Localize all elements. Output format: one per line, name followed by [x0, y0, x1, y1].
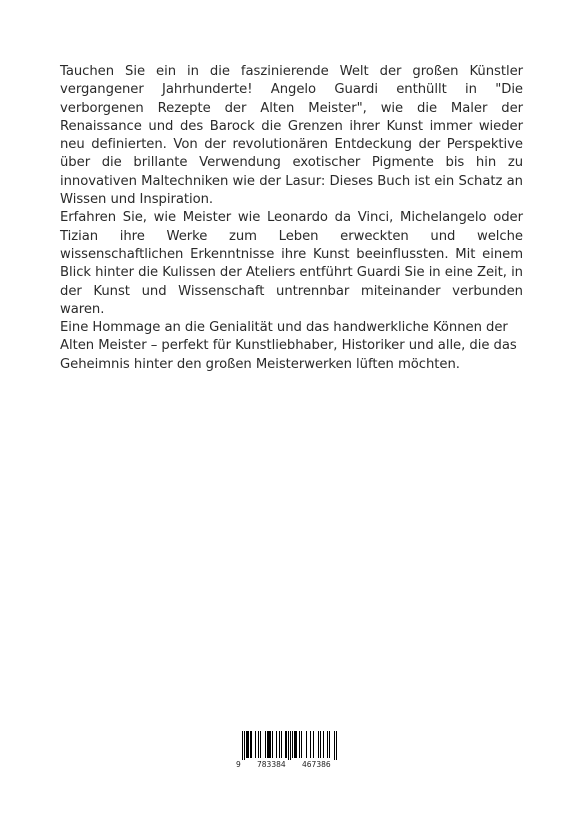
barcode-bar — [336, 731, 337, 760]
barcode-bar — [323, 731, 324, 758]
barcode-bar — [248, 731, 249, 758]
barcode-bar — [295, 731, 296, 758]
barcode-bar — [299, 731, 300, 758]
barcode-right-group: 467386 — [302, 760, 331, 769]
barcode-bar — [247, 731, 248, 758]
barcode-bar — [286, 731, 287, 758]
barcode-bar — [269, 731, 270, 758]
barcode-bar — [320, 731, 321, 758]
barcode-bar — [285, 731, 286, 758]
barcode-bar — [251, 731, 252, 758]
barcode-bar — [267, 731, 268, 758]
barcode-bar — [306, 731, 307, 758]
barcode-bar — [288, 731, 289, 760]
barcode-bar — [244, 731, 245, 760]
barcode-bar — [334, 731, 335, 760]
barcode-bar — [290, 731, 291, 760]
barcode-bar — [258, 731, 259, 758]
back-cover-blurb — [60, 63, 523, 374]
barcode-bar — [246, 731, 247, 758]
barcode-lead-digit: 9 — [236, 760, 241, 769]
barcode-bar — [270, 731, 271, 758]
barcode-bar — [292, 731, 293, 758]
barcode-bar — [242, 731, 243, 760]
barcode-bar — [276, 731, 277, 758]
barcode-bar — [255, 731, 256, 758]
blurb-paragraph-masters: Erfahren Sie, wie Meister wie Leonardo da Vinci, Michelangelo oder Tizian ihre Werke zum Leben erweckten und welche wissenschaftlichen Erkenntnisse ihre Kunst beeinflussten. Mit einem Blick hinter die Kulissen der Ateliers entführt Guardi Sie in eine Zeit, in der Kunst und Wissenschaft untrennbar miteinander verbunden waren. — [60, 210, 523, 317]
barcode-bar — [296, 731, 297, 758]
barcode-bar — [310, 731, 311, 758]
barcode-bar — [301, 731, 302, 758]
barcode-bar — [318, 731, 319, 758]
barcode-bars — [232, 730, 344, 760]
barcode-bar — [313, 731, 314, 758]
barcode-bar — [329, 731, 330, 758]
barcode-digits — [232, 759, 344, 771]
barcode-bar — [294, 731, 295, 758]
blurb-paragraph-intro: Tauchen Sie ein in die faszinierende Welt der großen Künstler vergangener Jahrhunderte! Angelo Guardi enthüllt in "Die verborgenen Rezepte der Alten Meister", wie die Maler der Renaissance und des Barock die Grenzen ihrer Kunst immer wieder neu definierten. Von der revolutionären Entdeckung der Perspektive über die brillante Verwendung exotischer Pigmente bis hin zu innovativen Maltechniken wie der Lasur: Dieses Buch ist ein Schatz an Wissen und Inspiration. — [60, 64, 523, 208]
barcode-bar — [268, 731, 269, 758]
blurb-paragraph-hommage: Eine Hommage an die Genialität und das handwerkliche Können der Alten Meister – perfekt für Kunstliebhaber, Historiker und alle, die das Geheimnis hinter den großen Meisterwerken lüften möchten. — [60, 320, 517, 372]
barcode-bar — [327, 731, 328, 758]
barcode-bar — [265, 731, 266, 758]
barcode-bar — [260, 731, 261, 758]
barcode-bar — [279, 731, 280, 758]
barcode-left-group: 783384 — [257, 760, 286, 769]
barcode-bar — [250, 731, 251, 758]
barcode-bar — [272, 731, 273, 758]
barcode-bar — [281, 731, 282, 758]
isbn-barcode — [232, 730, 344, 772]
